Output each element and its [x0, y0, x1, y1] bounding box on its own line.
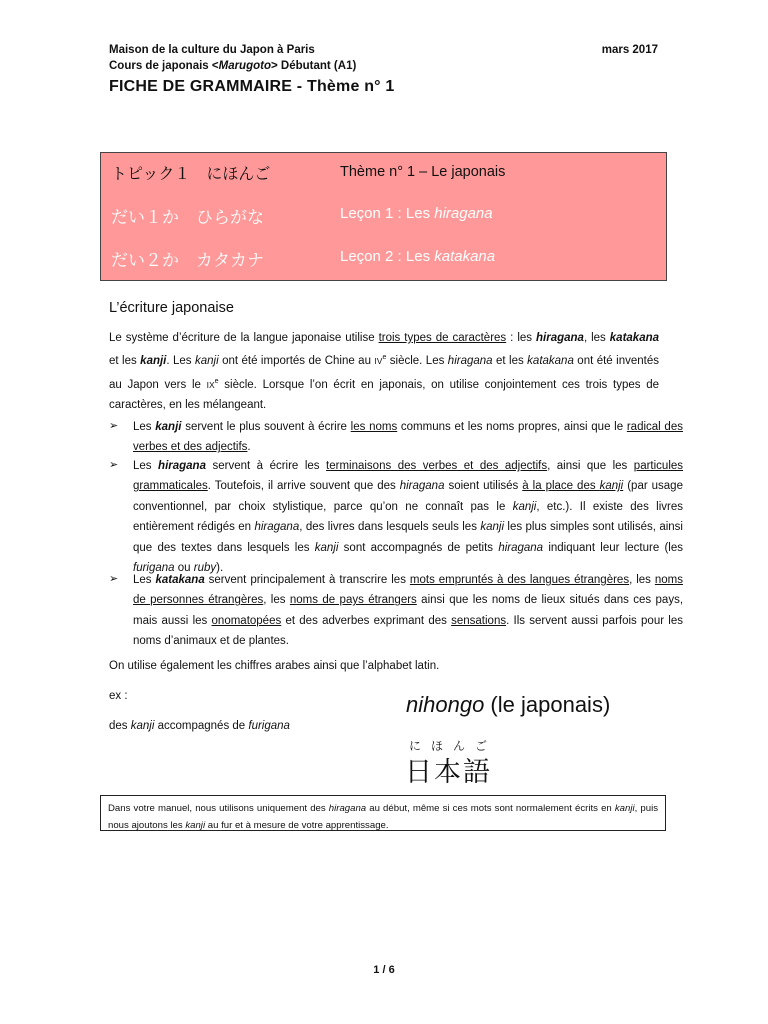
header-org: Maison de la culture du Japon à Paris: [109, 44, 315, 56]
example-label: ex :: [109, 690, 128, 702]
header-course: [109, 60, 356, 72]
lesson2-fr-it: katakana: [434, 248, 496, 265]
bullet-arrow-icon: ➢: [109, 459, 119, 471]
lesson2-fr-pre: Leçon 2 : Les: [340, 248, 435, 265]
example-romaji: nihongo (le japonais): [406, 692, 611, 717]
lesson1-fr-pre: Leçon 1 : Les: [340, 205, 435, 222]
course-prefix: Cours de japonais <: [109, 60, 219, 72]
page-title: FICHE DE GRAMMAIRE - Thème n° 1: [109, 78, 395, 95]
course-suffix: > Débutant (A1): [271, 60, 357, 72]
note-box: Dans votre manuel, nous utilisons uniquement des hiragana au début, même si ces mots sont normalement écrits en kanji, puis nous ajoutons les kanji au fur et à mesure de votre apprentissage.: [100, 795, 666, 831]
section-title: L’écriture japonaise: [109, 300, 234, 316]
bullet-kanji: Les kanji servent le plus souvent à écrire les noms communs et les noms propres, ainsi que le radical des verbes et des adjectifs.: [133, 421, 683, 454]
example-caption: des kanji accompagnés de furigana: [109, 720, 290, 732]
latin-note: On utilise également les chiffres arabes ainsi que l’alphabet latin.: [109, 660, 440, 672]
lesson1-fr-it: hiragana: [434, 205, 493, 222]
theme-box: [100, 152, 667, 281]
header-date: mars 2017: [601, 44, 658, 56]
topic-jp: トピック１ にほんご: [111, 164, 271, 183]
bullet-hiragana: Les hiragana servent à écrire les terminaisons des verbes et des adjectifs, ainsi que les particules grammaticales. Toutefois, il arrive souvent que des hiragana soient utilisés à la place des kanji (par usage conventionnel, par choix stylistique, parce qu’on ne connaît pas le kanji, etc.). Il existe des livres entièrement rédigés en hiragana, des livres dans lesquels seuls les kanji les plus simples sont utilisés, ainsi que des textes dans lesquels les kanji sont accompagnés de petits hiragana indiquant leur lecture (les furigana ou ruby).: [133, 460, 684, 575]
lesson1-fr: [340, 205, 493, 222]
bullet-katakana: Les katakana servent principalement à transcrire les mots empruntés à des langues étrangères, les noms de personnes étrangères, les noms de pays étrangers ainsi que les noms de lieux situés dans ces pays, mais aussi les onomatopées et des adverbes exprimant des sensations. Ils servent aussi parfois pour les noms d’animaux et de plantes.: [133, 574, 684, 648]
page-number: 1 / 6: [373, 964, 395, 976]
example-furigana: にほんご: [409, 739, 498, 753]
lesson2-fr: [340, 248, 495, 265]
course-name: Marugoto: [218, 60, 271, 72]
bullet-arrow-icon: ➢: [109, 573, 119, 585]
example-kanji: 日本語: [405, 757, 492, 788]
lesson1-jp: だい１か ひらがな: [111, 208, 264, 228]
topic-fr: Thème n° 1 – Le japonais: [340, 164, 506, 180]
intro-paragraph: Le système d’écriture de la langue japonaise utilise trois types de caractères : les hiragana, les katakana et les kanji. Les kanji ont été importés de Chine au IVe siècle. Les hiragana et les katakana ont été inventés au Japon vers le IXe siècle. Lorsque l’on écrit en japonais, on utilise conjointement ces trois types de caractères, en les mélangeant.: [109, 332, 660, 411]
lesson2-jp: だい２か カタカナ: [111, 251, 264, 271]
bullet-arrow-icon: ➢: [109, 420, 119, 432]
